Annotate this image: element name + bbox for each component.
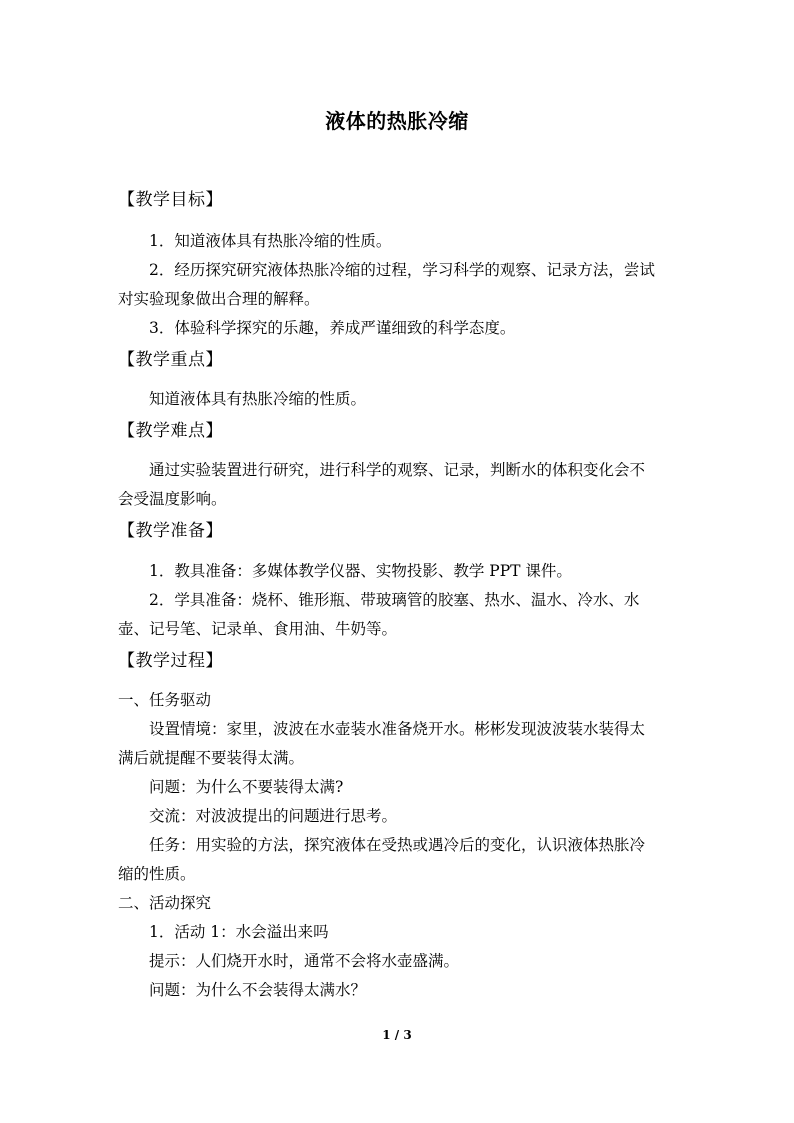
- page-number: 1 / 3: [382, 1028, 412, 1042]
- process-part-2-title: 二、活动探究: [118, 894, 212, 912]
- preparation-heading: 【教学准备】: [118, 521, 223, 541]
- process-part-1-title: 一、任务驱动: [118, 691, 212, 709]
- key-points-text: 知道液体具有热胀冷缩的性质。: [149, 390, 367, 408]
- activity-1-title: 1．活动 1：水会溢出来吗: [149, 923, 329, 941]
- question-2-text: 问题：为什么不会装得太满水？: [149, 981, 367, 999]
- page-title: 液体的热胀冷缩: [325, 109, 469, 133]
- objective-item-2-line-2: 对实验现象做出合理的解释。: [118, 290, 320, 308]
- objective-item-1: 1．知道液体具有热胀冷缩的性质。: [149, 232, 392, 250]
- key-points-heading: 【教学重点】: [118, 350, 223, 370]
- difficulties-heading: 【教学难点】: [118, 421, 223, 441]
- scenario-line-1: 设置情境：家里，波波在水壶装水准备烧开水。彬彬发现波波装水装得太: [149, 720, 646, 738]
- process-heading: 【教学过程】: [118, 651, 223, 671]
- objective-item-2-line-1: 2．经历探究研究液体热胀冷缩的过程，学习科学的观察、记录方法，尝试: [149, 261, 655, 279]
- hint-text: 提示：人们烧开水时，通常不会将水壶盛满。: [149, 952, 460, 970]
- objectives-heading: 【教学目标】: [118, 190, 223, 210]
- difficulties-line-2: 会受温度影响。: [118, 490, 227, 508]
- task-line-2: 缩的性质。: [118, 865, 196, 883]
- task-line-1: 任务：用实验的方法，探究液体在受热或遇冷后的变化，认识液体热胀冷: [149, 836, 646, 854]
- preparation-item-1: 1．教具准备：多媒体教学仪器、实物投影、教学 PPT 课件。: [149, 562, 572, 580]
- difficulties-line-1: 通过实验装置进行研究，进行科学的观察、记录，判断水的体积变化会不: [149, 461, 646, 479]
- objective-item-3: 3．体验科学探究的乐趣，养成严谨细致的科学态度。: [149, 319, 516, 337]
- question-text: 问题：为什么不要装得太满?: [149, 778, 344, 796]
- scenario-line-2: 满后就提醒不要装得太满。: [118, 749, 305, 767]
- preparation-item-2-line-1: 2．学具准备：烧杯、锥形瓶、带玻璃管的胶塞、热水、温水、冷水、水: [149, 591, 640, 609]
- preparation-item-2-line-2: 壶、记号笔、记录单、食用油、牛奶等。: [118, 620, 398, 638]
- exchange-text: 交流：对波波提出的问题进行思考。: [149, 807, 398, 825]
